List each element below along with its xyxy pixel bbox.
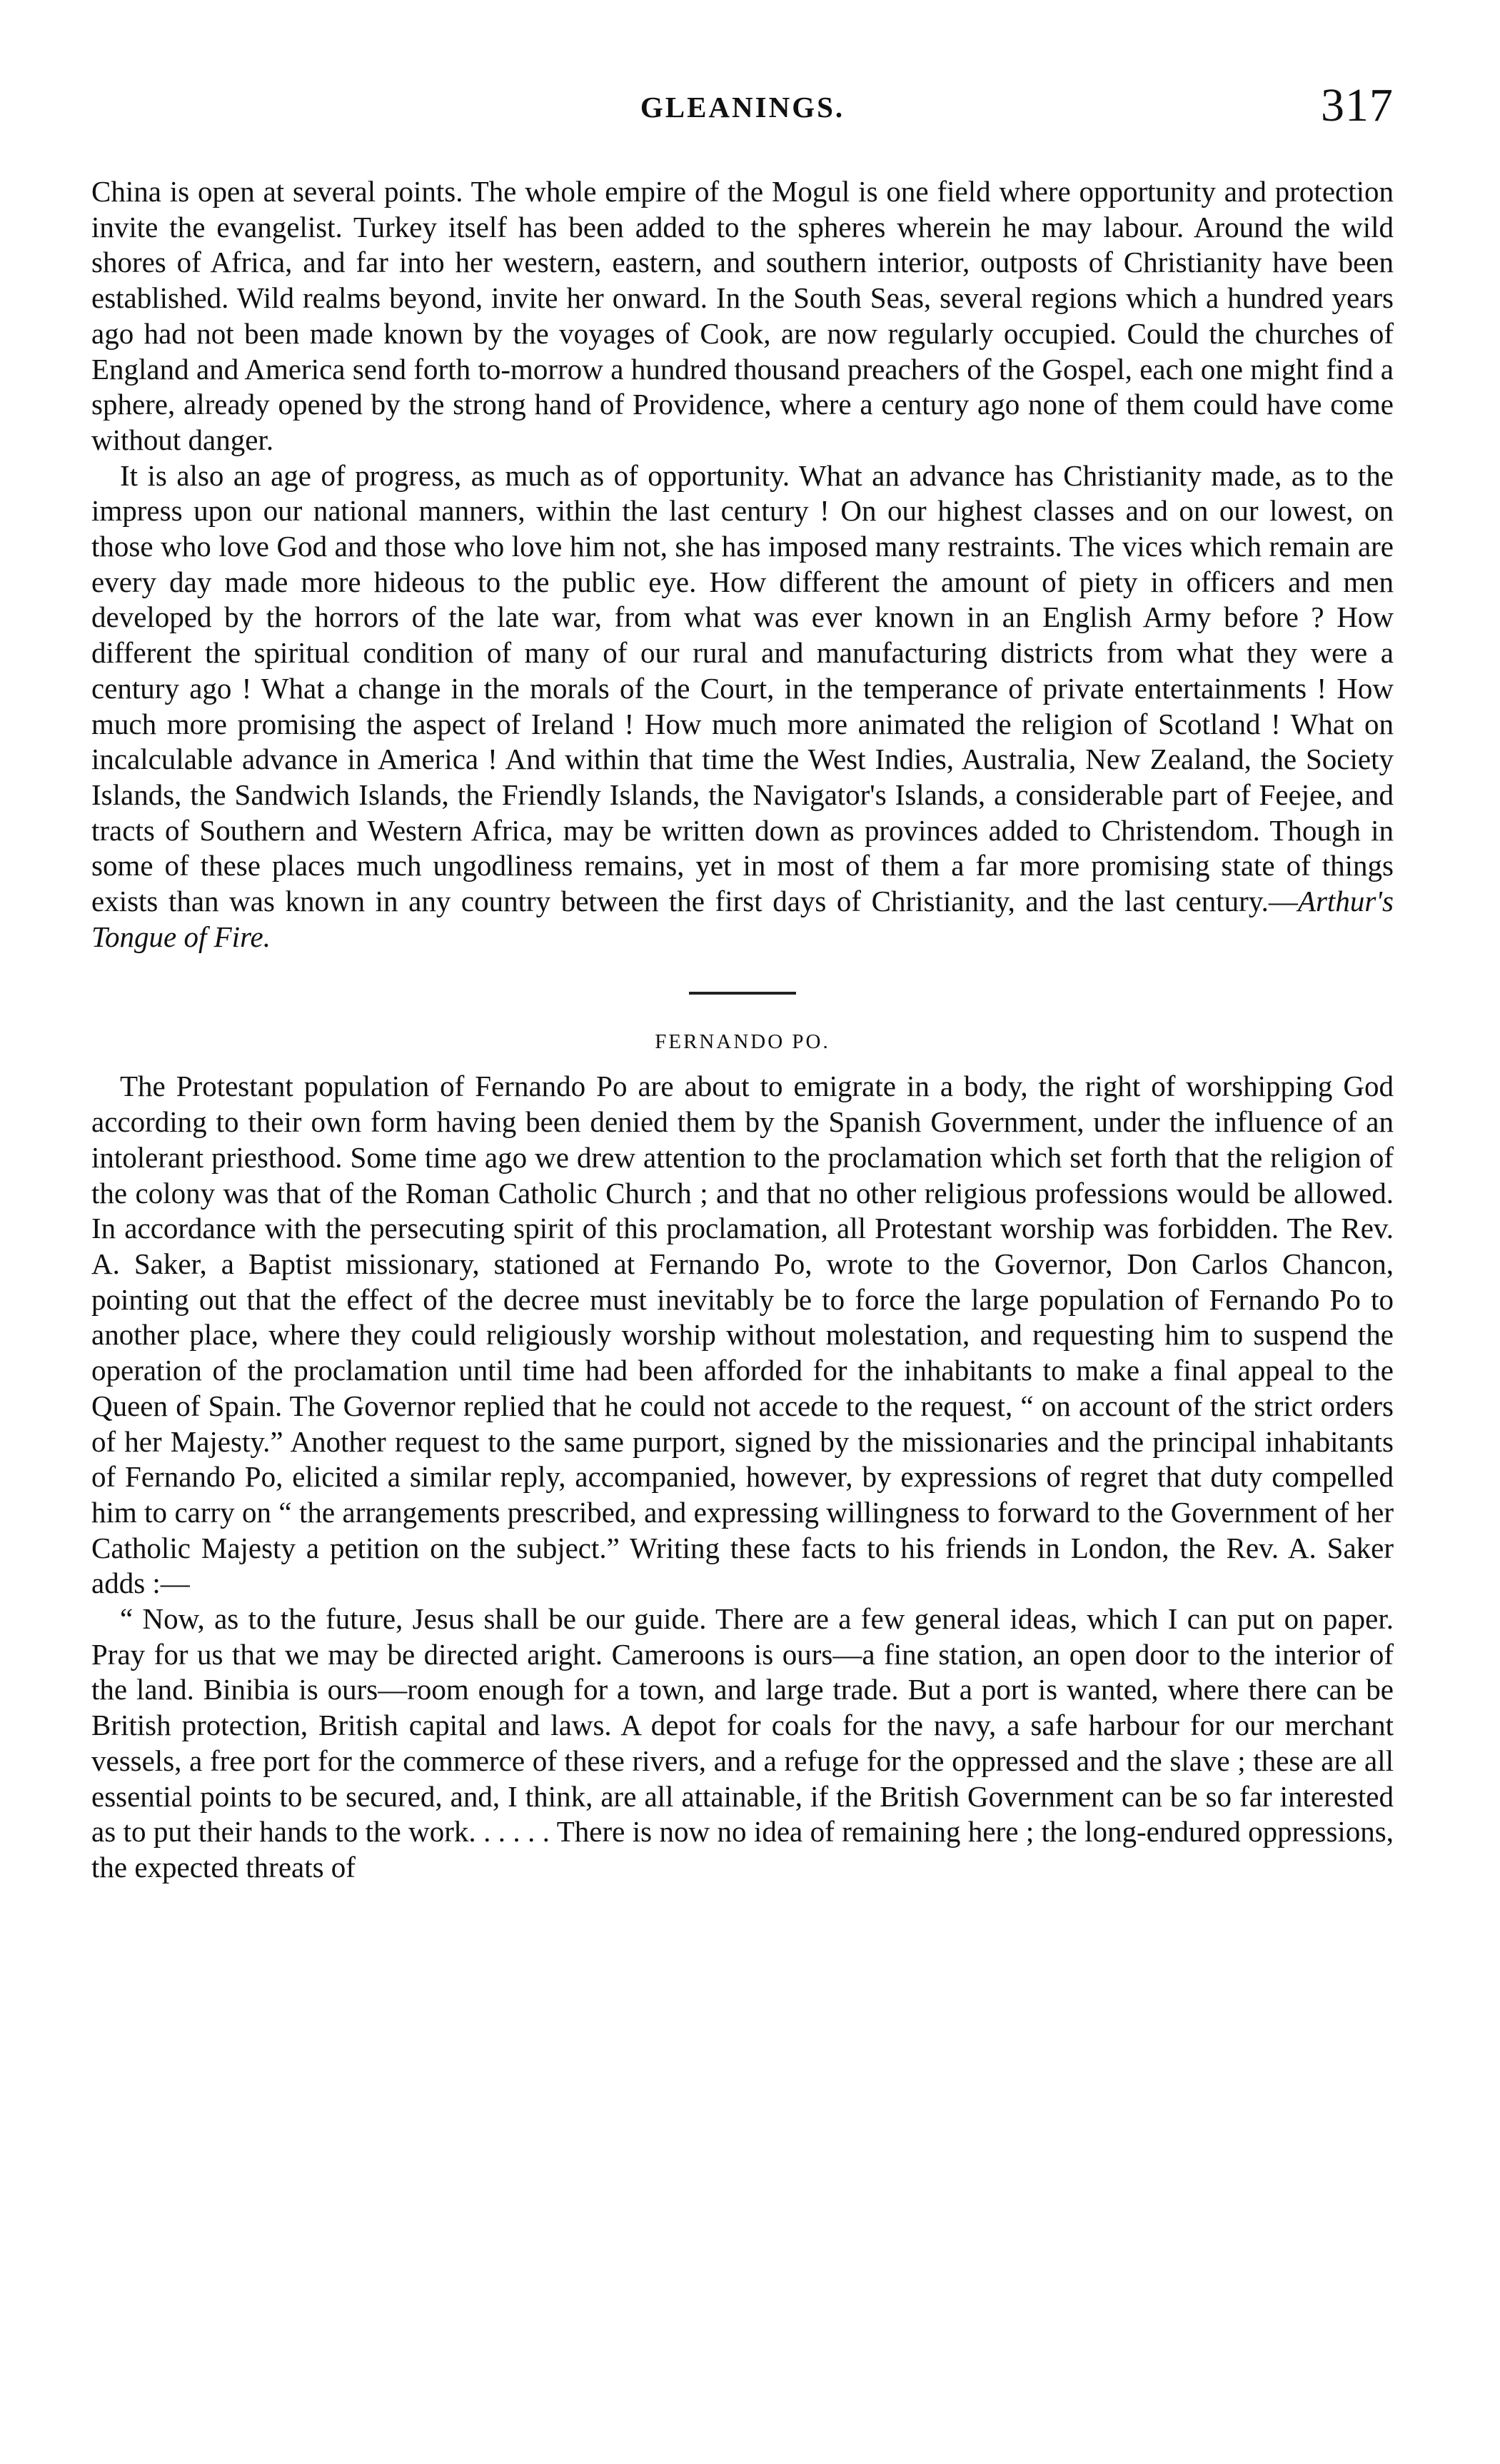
gleanings-paragraph-2 <box>91 458 1394 955</box>
gleanings-paragraph-2-text: It is also an age of progress, as much as of opportunity. What an advance has Christianity made, as to the impress upon our national manners, within the last century ! On our highest classes and on our lowest, on those who love God and those who love him not, she has imposed many restraints. The vices which remain are every day made more hideous to the public eye. How different the amount of piety in officers and men developed by the horrors of the late war, from what was ever known in an English Army before ? How different the spiritual condition of many of our rural and manufacturing districts from what they were a century ago ! What a change in the morals of the Court, in the temperance of private entertainments ! How much more promising the aspect of Ireland ! How much more animated the religion of Scotland ! What on incalculable advance in America ! And within that time the West Indies, Australia, New Zealand, the Society Islands, the Sandwich Islands, the Friendly Islands, the Navigator's Islands, a considerable part of Feejee, and tracts of Southern and Western Africa, may be written down as provinces added to Christendom. Though in some of these places much ungodliness remains, yet in most of them a far more promising state of things exists than was known in any country between the first days of Christianity, and the last century.— <box>91 458 1394 918</box>
section-heading-fernando-po: FERNANDO PO. <box>655 1030 830 1054</box>
running-head <box>91 79 1394 136</box>
section-divider-rule <box>689 992 796 995</box>
fernando-po-paragraph-1-text: The Protestant population of Fernando Po are about to emigrate in a body, the right of worshipping God according to their own form having been denied them by the Spanish Government, under the influence of an intolerant priesthood. Some time ago we drew attention to the proclamation which set forth that the religion of the colony was that of the Roman Catholic Church ; and that no other religious professions would be allowed. In accordance with the persecuting spirit of this proclamation, all Protestant worship was forbidden. The Rev. A. Saker, a Baptist missionary, stationed at Fernando Po, wrote to the Governor, Don Carlos Chancon, pointing out that the effect of the decree must inevitably be to force the large population of Fernando Po to another place, where they could religiously worship without molestation, and requesting him to suspend the operation of the proclamation until time had been afforded for the inhabitants to make a final appeal to the Queen of Spain. The Governor replied that he could not accede to the request, “ on account of the strict orders of her Majesty.” Another request to the same purport, signed by the missionaries and the principal inhabitants of Fernando Po, elicited a similar reply, accompanied, however, by expressions of regret that duty compelled him to carry on “ the arrangements prescribed, and expressing willingness to forward to the Government of her Catholic Majesty a petition on the subject.” Writing these facts to his friends in London, the Rev. A. Saker adds :— <box>91 1070 1394 1600</box>
body-text <box>91 174 1394 1886</box>
fernando-po-paragraph-1 <box>91 1069 1394 1601</box>
gleanings-paragraph-1 <box>91 174 1394 458</box>
running-title: GLEANINGS. <box>640 91 845 124</box>
fernando-po-paragraph-2 <box>91 1601 1394 1886</box>
source-attribution: Arthur's Tongue of Fire. <box>91 885 1394 953</box>
fernando-po-paragraph-2-text: “ Now, as to the future, Jesus shall be our guide. There are a few general ideas, which I can put on paper. Pray for us that we may be directed aright. Cameroons is ours—a fine station, an open door to the interior of the land. Binibia is ours—room enough for a town, and large trade. But a port is wanted, where there can be British protection, British capital and laws. A depot for coals for the navy, a safe harbour for our merchant vessels, a free port for the commerce of these rivers, and a refuge for the oppressed and the slave ; these are all essential points to be secured, and, I think, are all attainable, if the British Government can be so far interested as to put their hands to the work. <box>91 1602 1394 1849</box>
page-number: 317 <box>1321 79 1394 131</box>
ellipsis: . . . . . <box>483 1815 550 1849</box>
fernando-po-paragraph-2-continued: There is now no idea of remaining here ; the long-endured oppressions, the expected threats of <box>91 1815 1394 1884</box>
gleanings-paragraph-1-text: China is open at several points. The whole empire of the Mogul is one field where opportunity and protection invite the evangelist. Turkey itself has been added to the spheres wherein he may labour. Around the wild shores of Africa, and far into her western, eastern, and southern interior, outposts of Christianity have been established. Wild realms beyond, invite her onward. In the South Seas, several regions which a hundred years ago had not been made known by the voyages of Cook, are now regularly occupied. Could the churches of England and America send forth to-morrow a hundred thousand preachers of the Gospel, each one might find a sphere, already opened by the strong hand of Providence, where a century ago none of them could have come without danger. <box>91 175 1394 456</box>
